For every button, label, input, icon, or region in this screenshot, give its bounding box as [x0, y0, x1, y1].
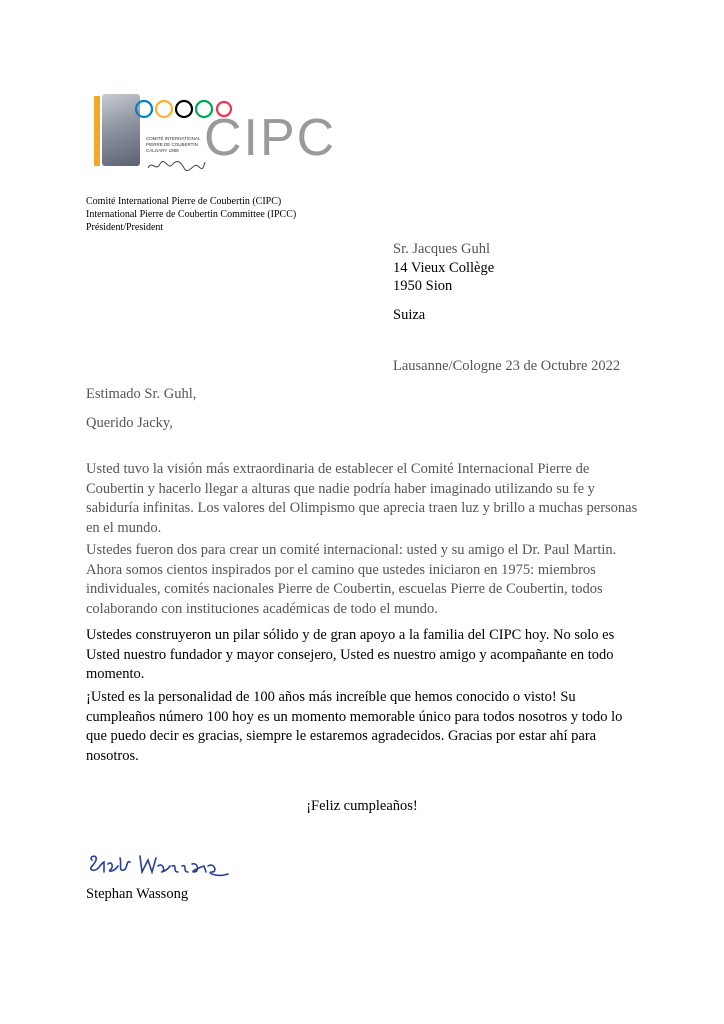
recipient-name: Sr. Jacques Guhl	[393, 241, 491, 257]
body-paragraph: Ustedes construyeron un pilar sólido y de gran apoyo a la familia del CIPC hoy. No solo es Usted nuestro fundador y mayor consejero, Usted es nuestro amigo y acompañante en todo momento.	[86, 627, 615, 682]
letter-date: Lausanne/Cologne 23 de Octubre 2022	[393, 358, 621, 374]
logo-small-text: COMITÉ INTERNATIONAL PIERRE DE COUBERTIN CALGARY 1988	[146, 136, 201, 153]
organization-header	[86, 195, 296, 234]
salutation-formal: Estimado Sr. Guhl,	[86, 386, 197, 402]
recipient-country: Suiza	[393, 306, 426, 323]
body-paragraph: ¡Usted es la personalidad de 100 años más increíble que hemos conocido o visto! Su cumpleaños número 100 hoy es un momento memorable único para todos nosotros y todo lo que puedo decir es gracias, siempre le estaremos agradecidos. Gracias por estar ahí para nosotros.	[86, 689, 623, 764]
salutation-informal: Querido Jacky,	[86, 415, 173, 431]
recipient-city: 1950 Sion	[393, 278, 453, 294]
recipient-address	[393, 240, 494, 324]
org-line: Comité International Pierre de Coubertin (CIPC)	[86, 196, 282, 207]
closing-line: ¡Feliz cumpleaños!	[306, 798, 418, 814]
logo-accent-bar	[94, 96, 100, 166]
coubertin-signature-icon	[146, 156, 206, 174]
logo-wordmark: CIPC	[204, 109, 337, 167]
body-paragraph: Usted tuvo la visión más extraordinaria de establecer el Comité Internacional Pierre de Coubertin y hacerlo llegar a alturas que nadie podría haber imaginado utilizando su fe y sabiduría infinitas. Los valores del Olimpismo que aprecia traen luz y brillo a muchas personas en el mundo.	[86, 461, 638, 536]
recipient-street: 14 Vieux Collège	[393, 259, 495, 276]
org-line: International Pierre de Coubertin Committee (IPCC)	[86, 209, 297, 220]
signer-name: Stephan Wassong	[86, 886, 189, 902]
cipc-logo	[86, 92, 336, 178]
body-paragraph: Ustedes fueron dos para crear un comité internacional: usted y su amigo el Dr. Paul Martin. Ahora somos cientos inspirados por el camino que ustedes iniciaron en 1975: miembros individuales, comités nacionales Pierre de Coubertin, escuelas Pierre de Coubertin, todos colaborando con instituciones académicas de todo el mundo.	[86, 542, 617, 617]
org-line: Président/President	[86, 222, 164, 233]
handwritten-signature-icon	[86, 850, 236, 884]
